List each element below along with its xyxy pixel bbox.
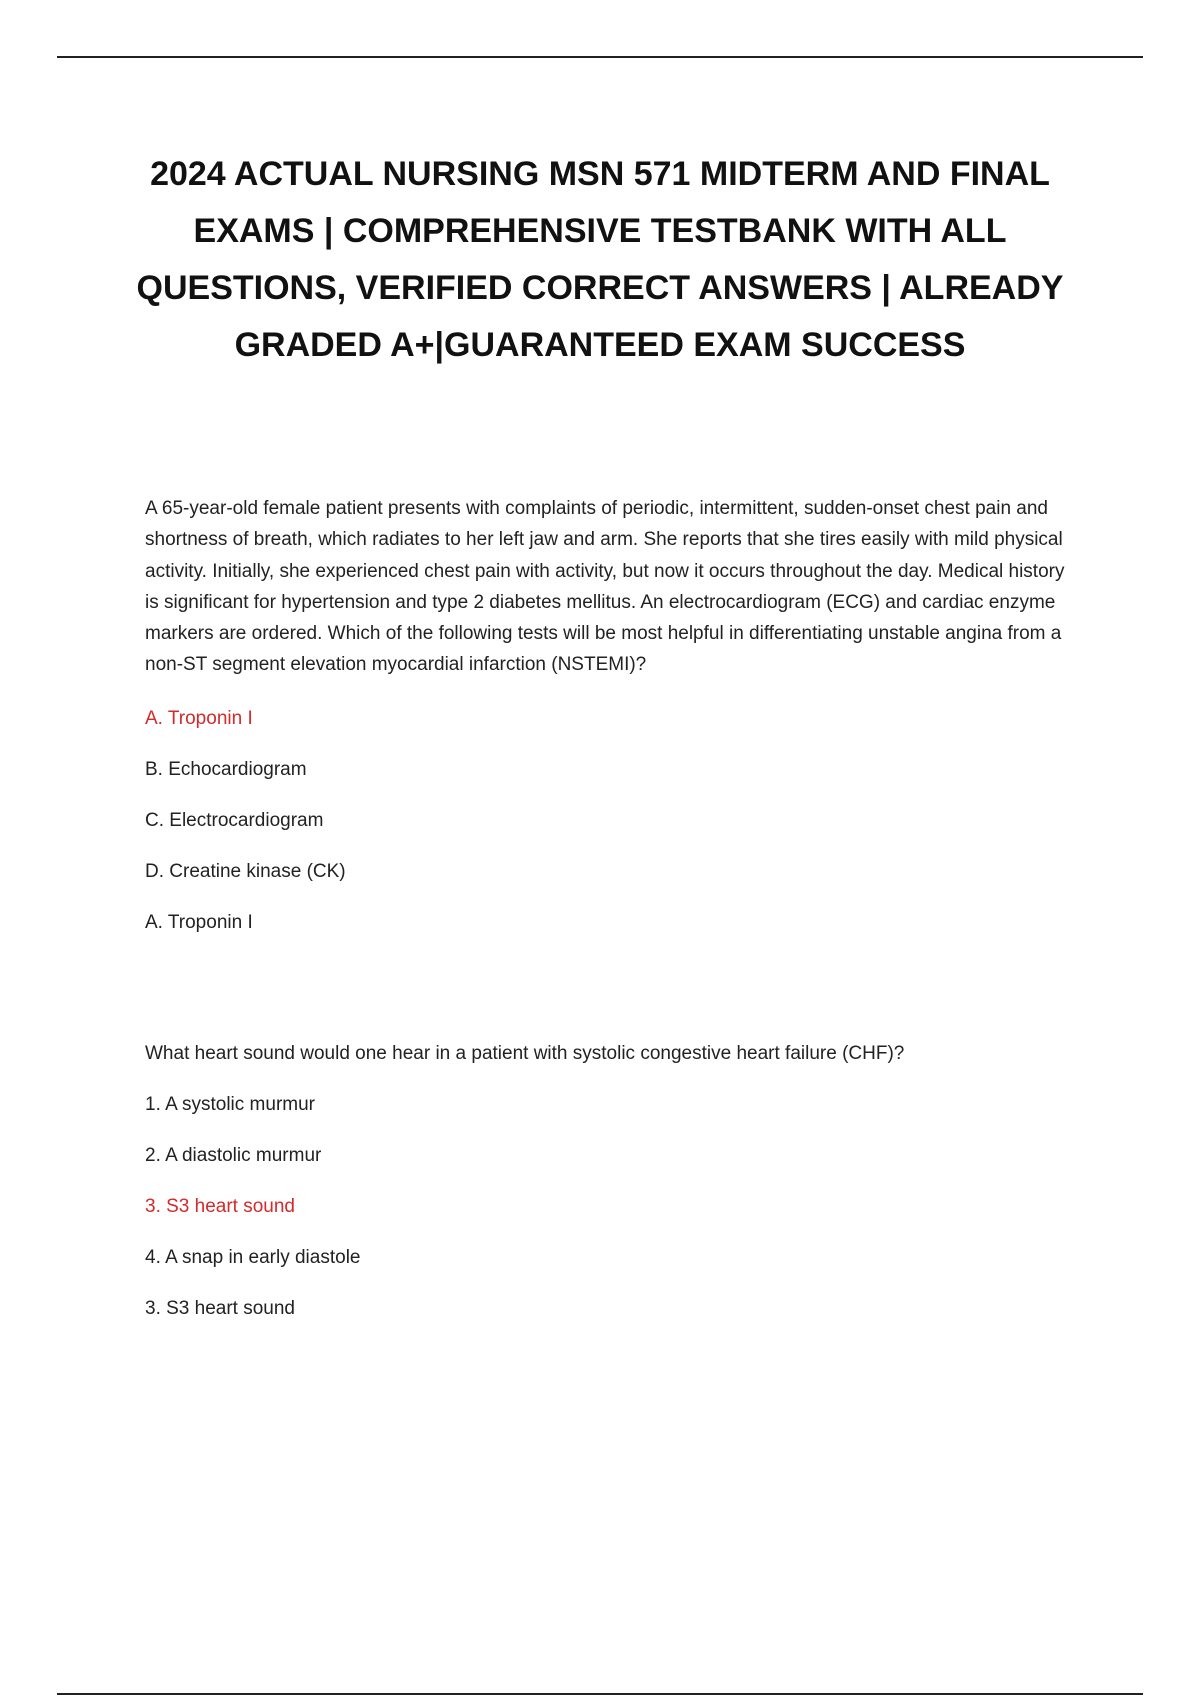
title-line: GRADED A+|GUARANTEED EXAM SUCCESS <box>234 326 966 364</box>
option: 1. A systolic murmur <box>145 1094 315 1115</box>
question-block-2 <box>145 1041 1080 1322</box>
option: 2. A diastolic murmur <box>145 1145 322 1166</box>
answer-line: A. Troponin I <box>145 911 253 933</box>
option-list <box>145 706 1080 885</box>
option-list <box>145 1092 1080 1271</box>
option: D. Creatine kinase (CK) <box>145 860 346 882</box>
question-text: What heart sound would one hear in a patient with systolic congestive heart failure (CHF)? <box>145 1043 905 1064</box>
option: C. Electrocardiogram <box>145 809 324 831</box>
option-correct: A. Troponin I <box>145 707 253 729</box>
title-line: 2024 ACTUAL NURSING MSN 571 MIDTERM AND FINAL <box>150 155 1050 193</box>
option: B. Echocardiogram <box>145 758 307 780</box>
option-correct: 3. S3 heart sound <box>145 1196 295 1217</box>
answer-line: 3. S3 heart sound <box>145 1298 295 1319</box>
title-line: QUESTIONS, VERIFIED CORRECT ANSWERS | ALREADY <box>136 269 1064 307</box>
document-title <box>110 146 1090 374</box>
option: 4. A snap in early diastole <box>145 1247 361 1268</box>
header-rule <box>57 56 1143 58</box>
title-line: EXAMS | COMPREHENSIVE TESTBANK WITH ALL <box>193 212 1007 250</box>
footer-rule <box>57 1693 1143 1695</box>
question-block-1 <box>145 493 1080 936</box>
question-text: A 65-year-old female patient presents with complaints of periodic, intermittent, sudden-onset chest pain and shortness of breath, which radiates to her left jaw and arm. She reports that she tires easily with mild physical activity. Initially, she experienced chest pain with activity, but now it occurs throughout the day. Medical history is significant for hypertension and type 2 diabetes mellitus. An electrocardiogram (ECG) and cardiac enzyme markers are ordered. Which of the following tests will be most helpful in differentiating unstable angina from a non-ST segment elevation myocardial infarction (NSTEMI)? <box>145 498 1065 676</box>
